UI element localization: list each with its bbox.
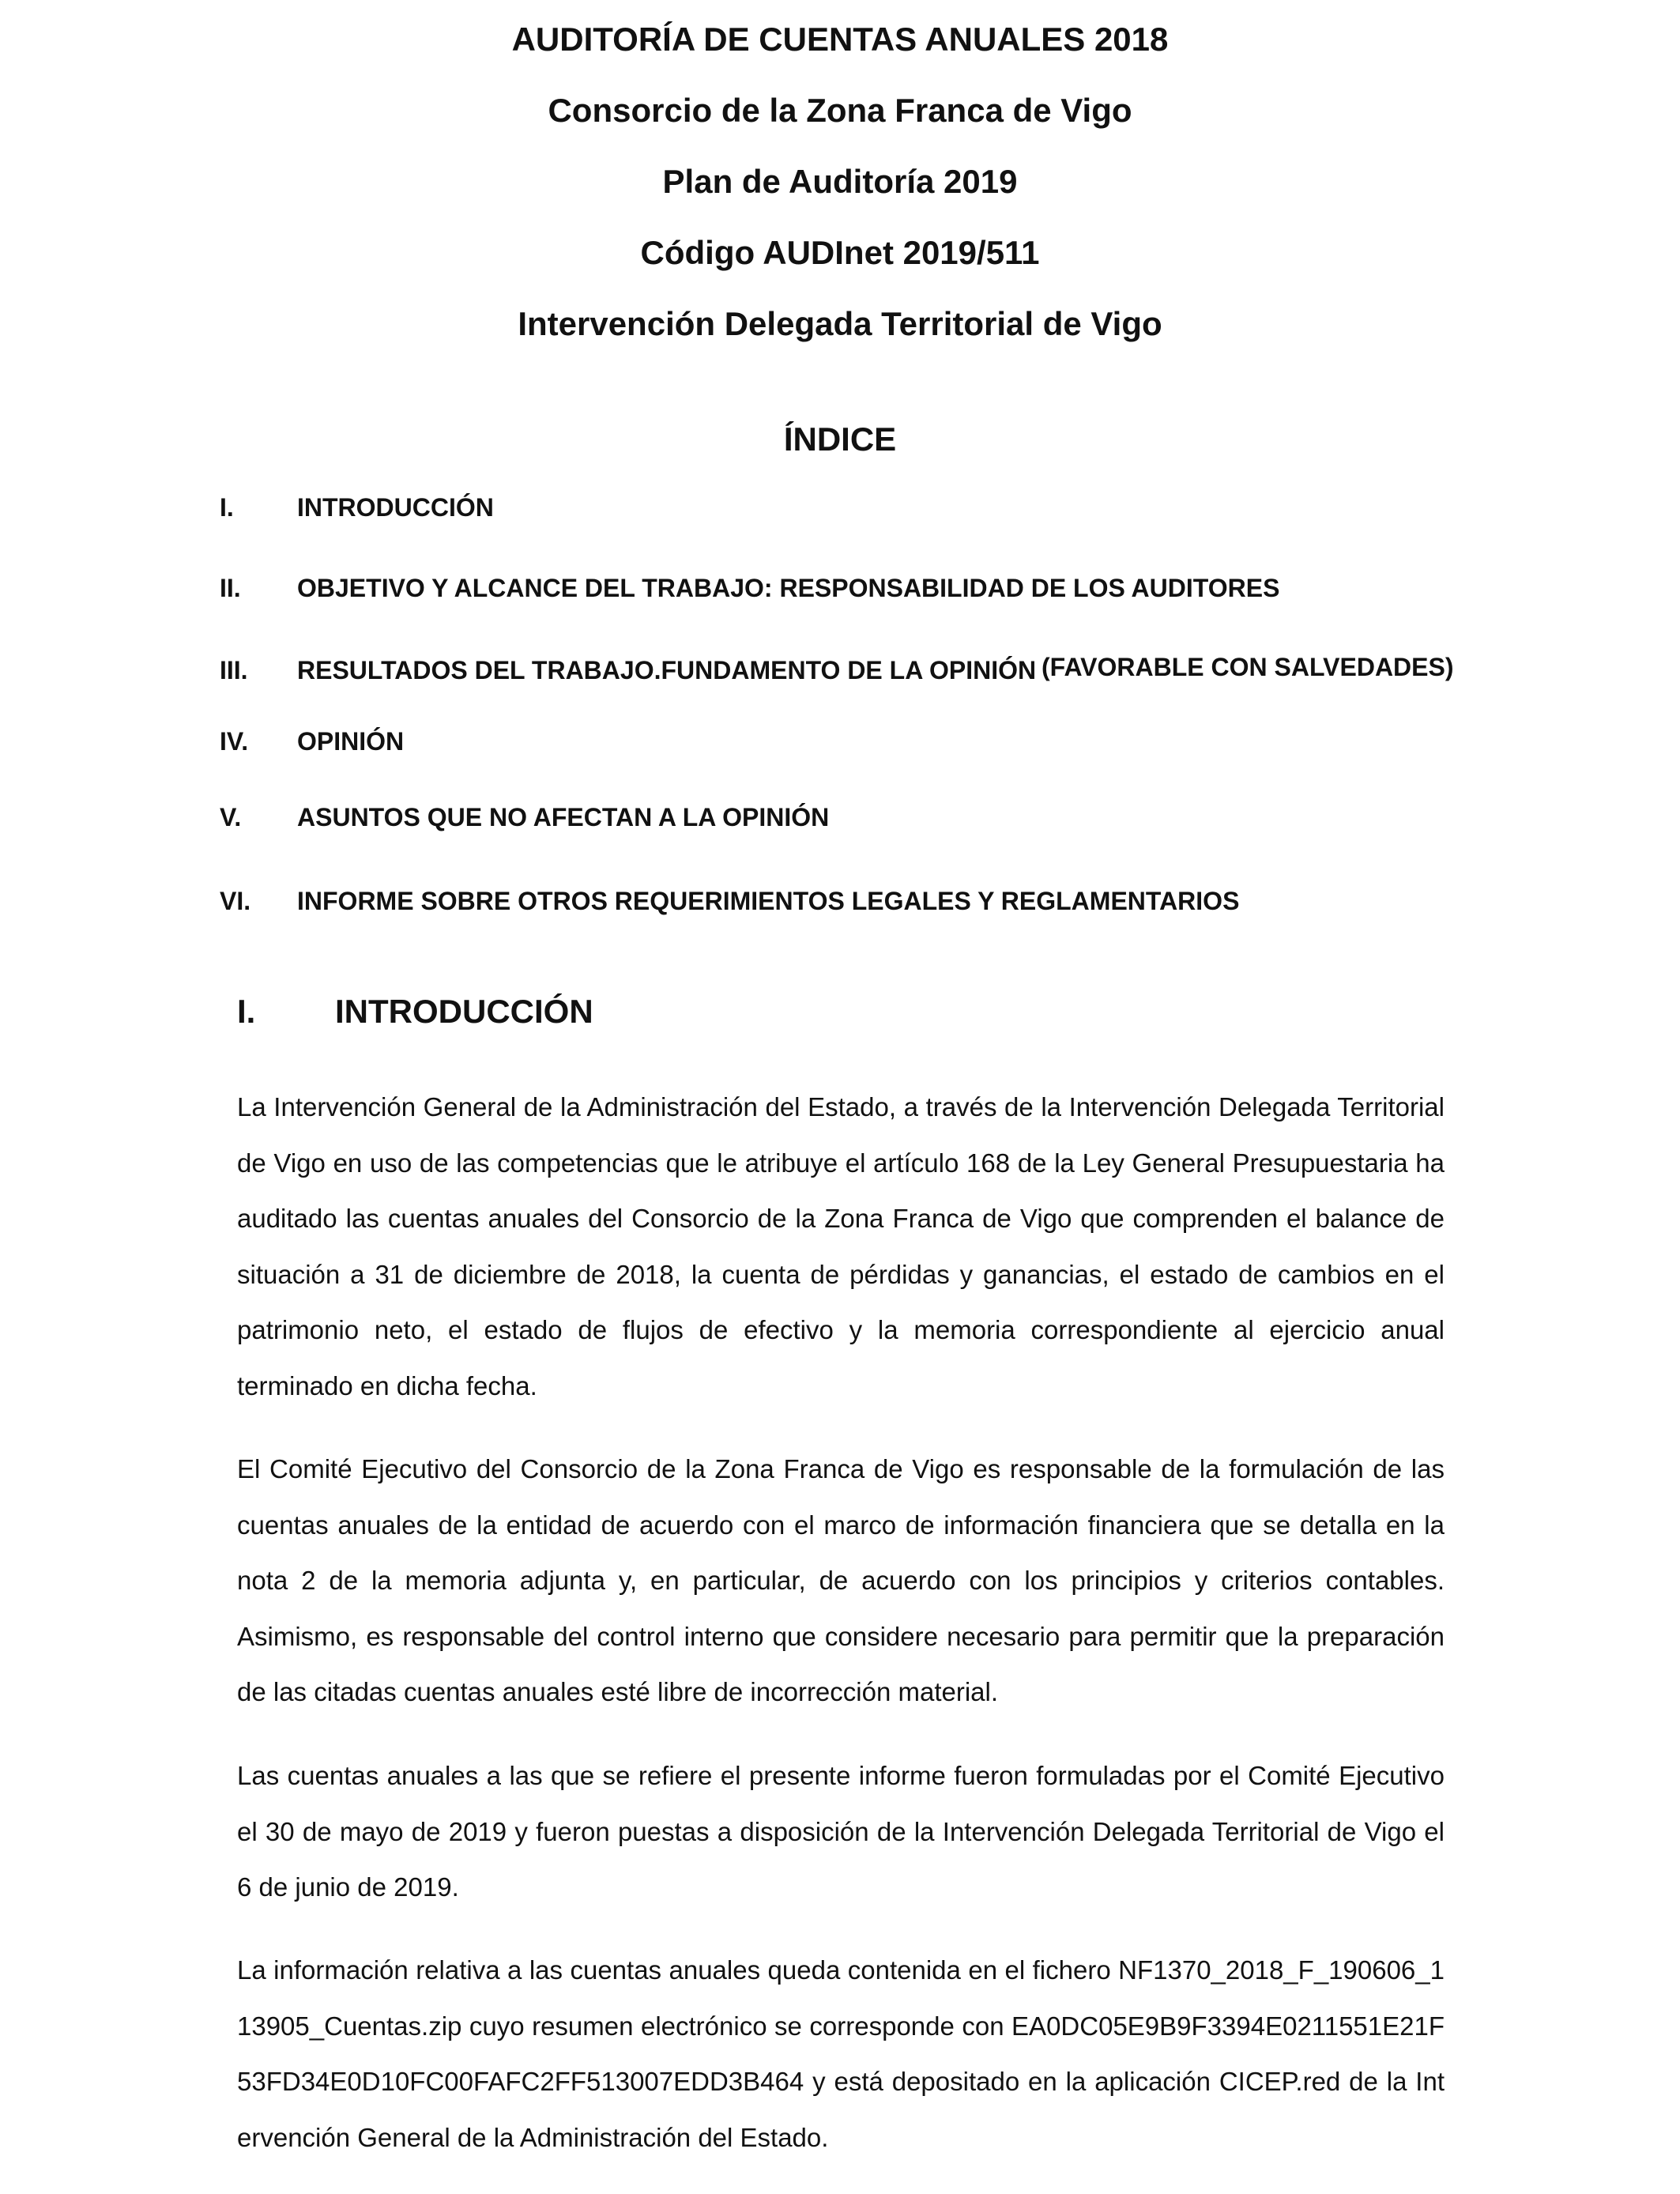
issuing-office: Intervención Delegada Territorial de Vigo	[518, 305, 1162, 342]
audit-plan: Plan de Auditoría 2019	[662, 163, 1018, 200]
paragraph-3: Las cuentas anuales a las que se refiere el presente informe fueron formuladas por el Comité Ejecutivo el 30 de mayo de 2019 y fueron puestas a disposición de la Intervención Delegada Territorial de Vigo el 6 de junio de 2019.	[237, 1761, 1445, 1902]
entity-name: Consorcio de la Zona Franca de Vigo	[548, 92, 1132, 129]
toc-number: II.	[220, 574, 241, 602]
toc-item-informe[interactable]	[0, 884, 1680, 918]
toc-item-opinion[interactable]	[0, 724, 1680, 759]
opinion-qualifier: (FAVORABLE CON SALVEDADES)	[1042, 653, 1454, 681]
report-title: AUDITORÍA DE CUENTAS ANUALES 2018	[511, 21, 1169, 58]
toc-number: I.	[220, 493, 234, 522]
section-number: I.	[237, 993, 256, 1030]
toc-number: VI.	[220, 887, 251, 915]
toc-label: ASUNTOS QUE NO AFECTAN A LA OPINIÓN	[297, 803, 830, 831]
paragraph-2: El Comité Ejecutivo del Consorcio de la Zona Franca de Vigo es responsable de la formulación de las cuentas anuales de la entidad de acuerdo con el marco de información financiera que se detalla en la nota 2 de la memoria adjunta y, en particular, de acuerdo con los principios y criterios contables. Asimismo, es responsable del control interno que considere necesario para permitir que la preparación de las citadas cuentas anuales esté libre de incorrección material.	[237, 1454, 1445, 1706]
section-title: INTRODUCCIÓN	[335, 993, 593, 1030]
toc-label: INTRODUCCIÓN	[297, 493, 494, 522]
toc-label: OBJETIVO Y ALCANCE DEL TRABAJO: RESPONSABILIDAD DE LOS AUDITORES	[297, 574, 1280, 602]
index-title: ÍNDICE	[783, 420, 897, 458]
toc-item-objetivo[interactable]	[0, 571, 1680, 605]
paragraph-4: La información relativa a las cuentas anuales queda contenida en el fichero NF1370_2018_F_190606_113905_Cuentas.zip cuyo resumen electrónico se corresponde con EA0DC05E9B9F3394E0211551E21F53FD34E0D10FC00FAFC2FF513007EDD3B464 y está depositado en la aplicación CICEP.red de la Intervención General de la Administración del Estado.	[237, 1955, 1445, 2152]
paragraph-1: La Intervención General de la Administración del Estado, a través de la Intervención Delegada Territorial de Vigo en uso de las competencias que le atribuye el artículo 168 de la Ley General Presupuestaria ha auditado las cuentas anuales del Consorcio de la Zona Franca de Vigo que comprenden el balance de situación a 31 de diciembre de 2018, la cuenta de pérdidas y ganancias, el estado de cambios en el patrimonio neto, el estado de flujos de efectivo y la memoria correspondiente al ejercicio anual terminado en dicha fecha.	[237, 1092, 1445, 1400]
toc-item-resultados[interactable]	[0, 653, 1680, 688]
toc-label: INFORME SOBRE OTROS REQUERIMIENTOS LEGALES Y REGLAMENTARIOS	[297, 887, 1240, 915]
toc-number: V.	[220, 803, 242, 831]
toc-item-asuntos[interactable]	[0, 800, 1680, 835]
toc-label: RESULTADOS DEL TRABAJO.FUNDAMENTO DE LA OPINIÓN	[297, 656, 1037, 684]
toc-number: III.	[220, 656, 248, 684]
toc-number: IV.	[220, 727, 249, 756]
audinet-code: Código AUDInet 2019/511	[640, 234, 1040, 271]
toc-item-introduccion[interactable]	[0, 490, 1680, 525]
toc-label: OPINIÓN	[297, 727, 405, 756]
